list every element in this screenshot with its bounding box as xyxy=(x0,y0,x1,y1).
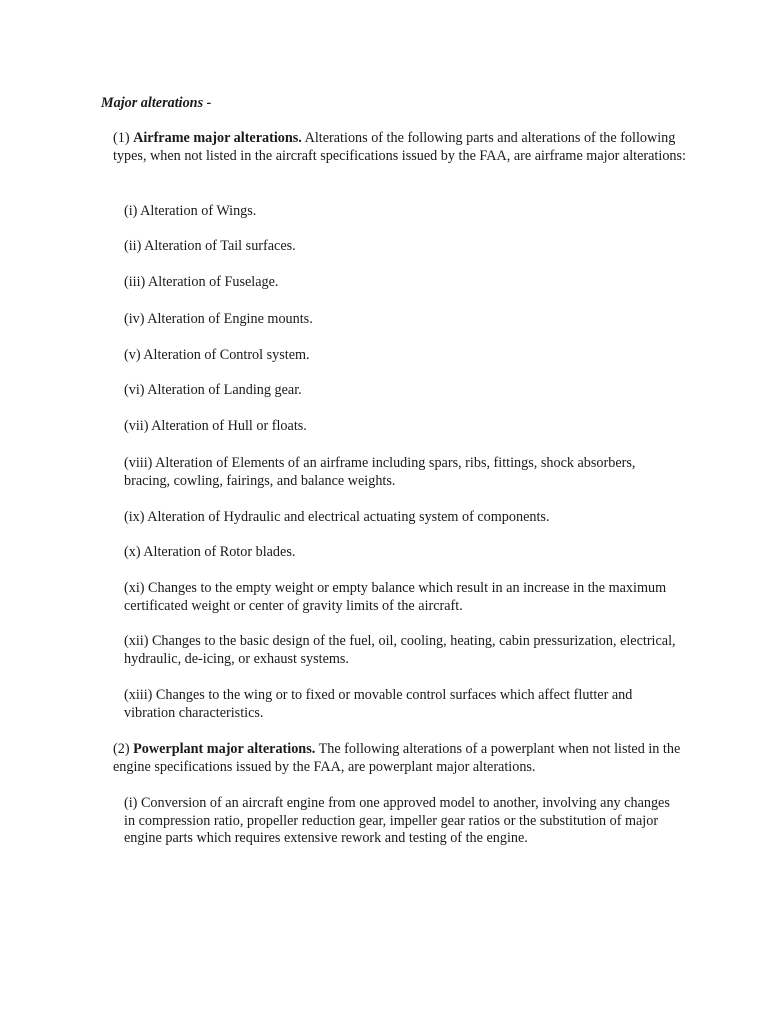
section-heading: Major alterations - xyxy=(101,95,212,111)
list-item: (v) Alteration of Control system. xyxy=(124,347,310,363)
section-text: Alterations of the following parts and alterations of the following types, when not listed in the aircraft specifications issued by the FAA, are airframe major alterations: xyxy=(113,130,686,164)
list-item: (xiii) Changes to the wing or to fixed or movable control surfaces which affect flutter and vibration characteristics. xyxy=(124,687,633,721)
section-title: Powerplant major alterations. xyxy=(133,741,316,757)
airframe-intro-paragraph xyxy=(113,130,693,165)
list-item: (ii) Alteration of Tail surfaces. xyxy=(124,238,296,254)
list-item: (vi) Alteration of Landing gear. xyxy=(124,382,302,398)
list-item: (x) Alteration of Rotor blades. xyxy=(124,544,296,560)
list-item: (ix) Alteration of Hydraulic and electrical actuating system of components. xyxy=(124,509,550,525)
list-item: (xii) Changes to the basic design of the fuel, oil, cooling, heating, cabin pressurization, electrical, hydraulic, de-icing, or exhaust systems. xyxy=(124,633,676,667)
list-item: (iii) Alteration of Fuselage. xyxy=(124,274,279,290)
list-item: (i) Alteration of Wings. xyxy=(124,203,257,219)
powerplant-intro-paragraph xyxy=(113,741,693,776)
list-item: (xi) Changes to the empty weight or empty balance which result in an increase in the maximum certificated weight or center of gravity limits of the aircraft. xyxy=(124,580,667,614)
section-title: Airframe major alterations. xyxy=(133,130,302,146)
list-item: (i) Conversion of an aircraft engine from one approved model to another, involving any changes in compression ratio, propeller reduction gear, impeller gear ratios or the substitution of major engine parts which requires extensive rework and testing of the engine. xyxy=(124,795,670,846)
section-number: (2) xyxy=(113,741,130,757)
list-item: (iv) Alteration of Engine mounts. xyxy=(124,311,313,327)
section-text: The following alterations of a powerplant when not listed in the engine specifications issued by the FAA, are powerplant major alterations. xyxy=(113,741,681,775)
list-item: (viii) Alteration of Elements of an airframe including spars, ribs, fittings, shock absorbers, bracing, cowling, fairings, and balance weights. xyxy=(124,455,636,489)
list-item: (vii) Alteration of Hull or floats. xyxy=(124,418,307,434)
section-number: (1) xyxy=(113,130,130,146)
